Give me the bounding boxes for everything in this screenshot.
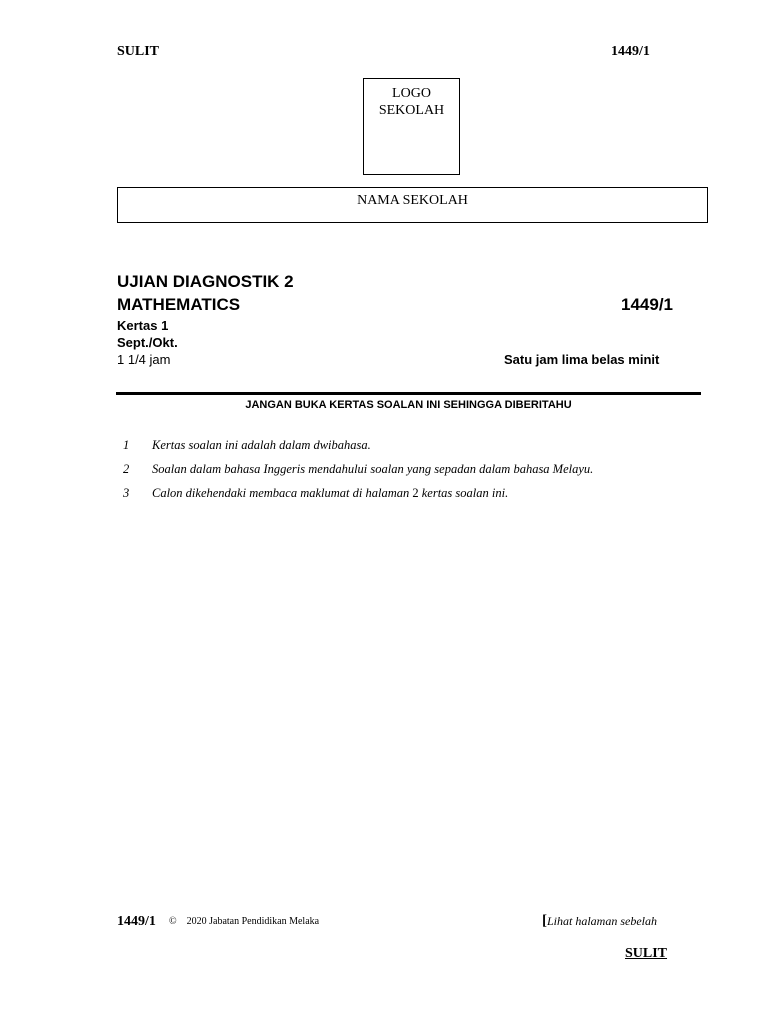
school-logo-placeholder xyxy=(363,78,460,175)
instruction-text: Soalan dalam bahasa Inggeris mendahului soalan yang sepadan dalam bahasa Melayu. xyxy=(152,462,594,476)
logo-label-line1: LOGO xyxy=(392,86,431,101)
footer-copyright xyxy=(169,916,319,927)
instruction-text: Kertas soalan ini adalah dalam dwibahasa. xyxy=(152,438,371,452)
school-name: NAMA SEKOLAH xyxy=(357,193,468,208)
next-page-text: Lihat halaman sebelah xyxy=(547,914,657,928)
copyright-icon: © xyxy=(169,916,177,927)
instruction-item xyxy=(123,486,508,501)
subject-code: 1449/1 xyxy=(621,295,673,314)
header-classification: SULIT xyxy=(117,44,160,59)
exam-duration: 1 1/4 jam xyxy=(117,352,171,367)
instruction-number: 1 xyxy=(123,438,130,452)
bracket-glyph: [ xyxy=(542,913,547,929)
exam-session: Sept./Okt. xyxy=(117,335,178,350)
instruction-number: 2 xyxy=(123,462,130,476)
logo-label-line2: SEKOLAH xyxy=(378,103,445,118)
footer-classification: SULIT xyxy=(625,946,668,961)
instruction-number: 3 xyxy=(123,486,130,500)
instruction-page-number: 2 xyxy=(412,486,419,500)
do-not-open-warning: JANGAN BUKA KERTAS SOALAN INI SEHINGGA DIBERITAHU xyxy=(245,399,572,411)
instruction-item xyxy=(123,438,371,453)
divider-rule xyxy=(116,392,701,395)
subject-title: MATHEMATICS xyxy=(117,295,241,314)
copyright-text: 2020 Jabatan Pendidikan Melaka xyxy=(186,916,320,927)
footer-next-page xyxy=(542,913,657,930)
exam-title: UJIAN DIAGNOSTIK 2 xyxy=(117,272,294,291)
paper-number: Kertas 1 xyxy=(117,318,169,333)
instruction-text-after: kertas soalan ini. xyxy=(421,486,509,500)
school-name-box xyxy=(117,187,708,223)
instruction-text-before: Calon dikehendaki membaca maklumat di halaman xyxy=(152,486,410,500)
exam-duration-words: Satu jam lima belas minit xyxy=(504,352,660,367)
header-paper-code: 1449/1 xyxy=(611,44,650,59)
instruction-item xyxy=(123,462,593,477)
footer-paper-code: 1449/1 xyxy=(117,914,156,929)
